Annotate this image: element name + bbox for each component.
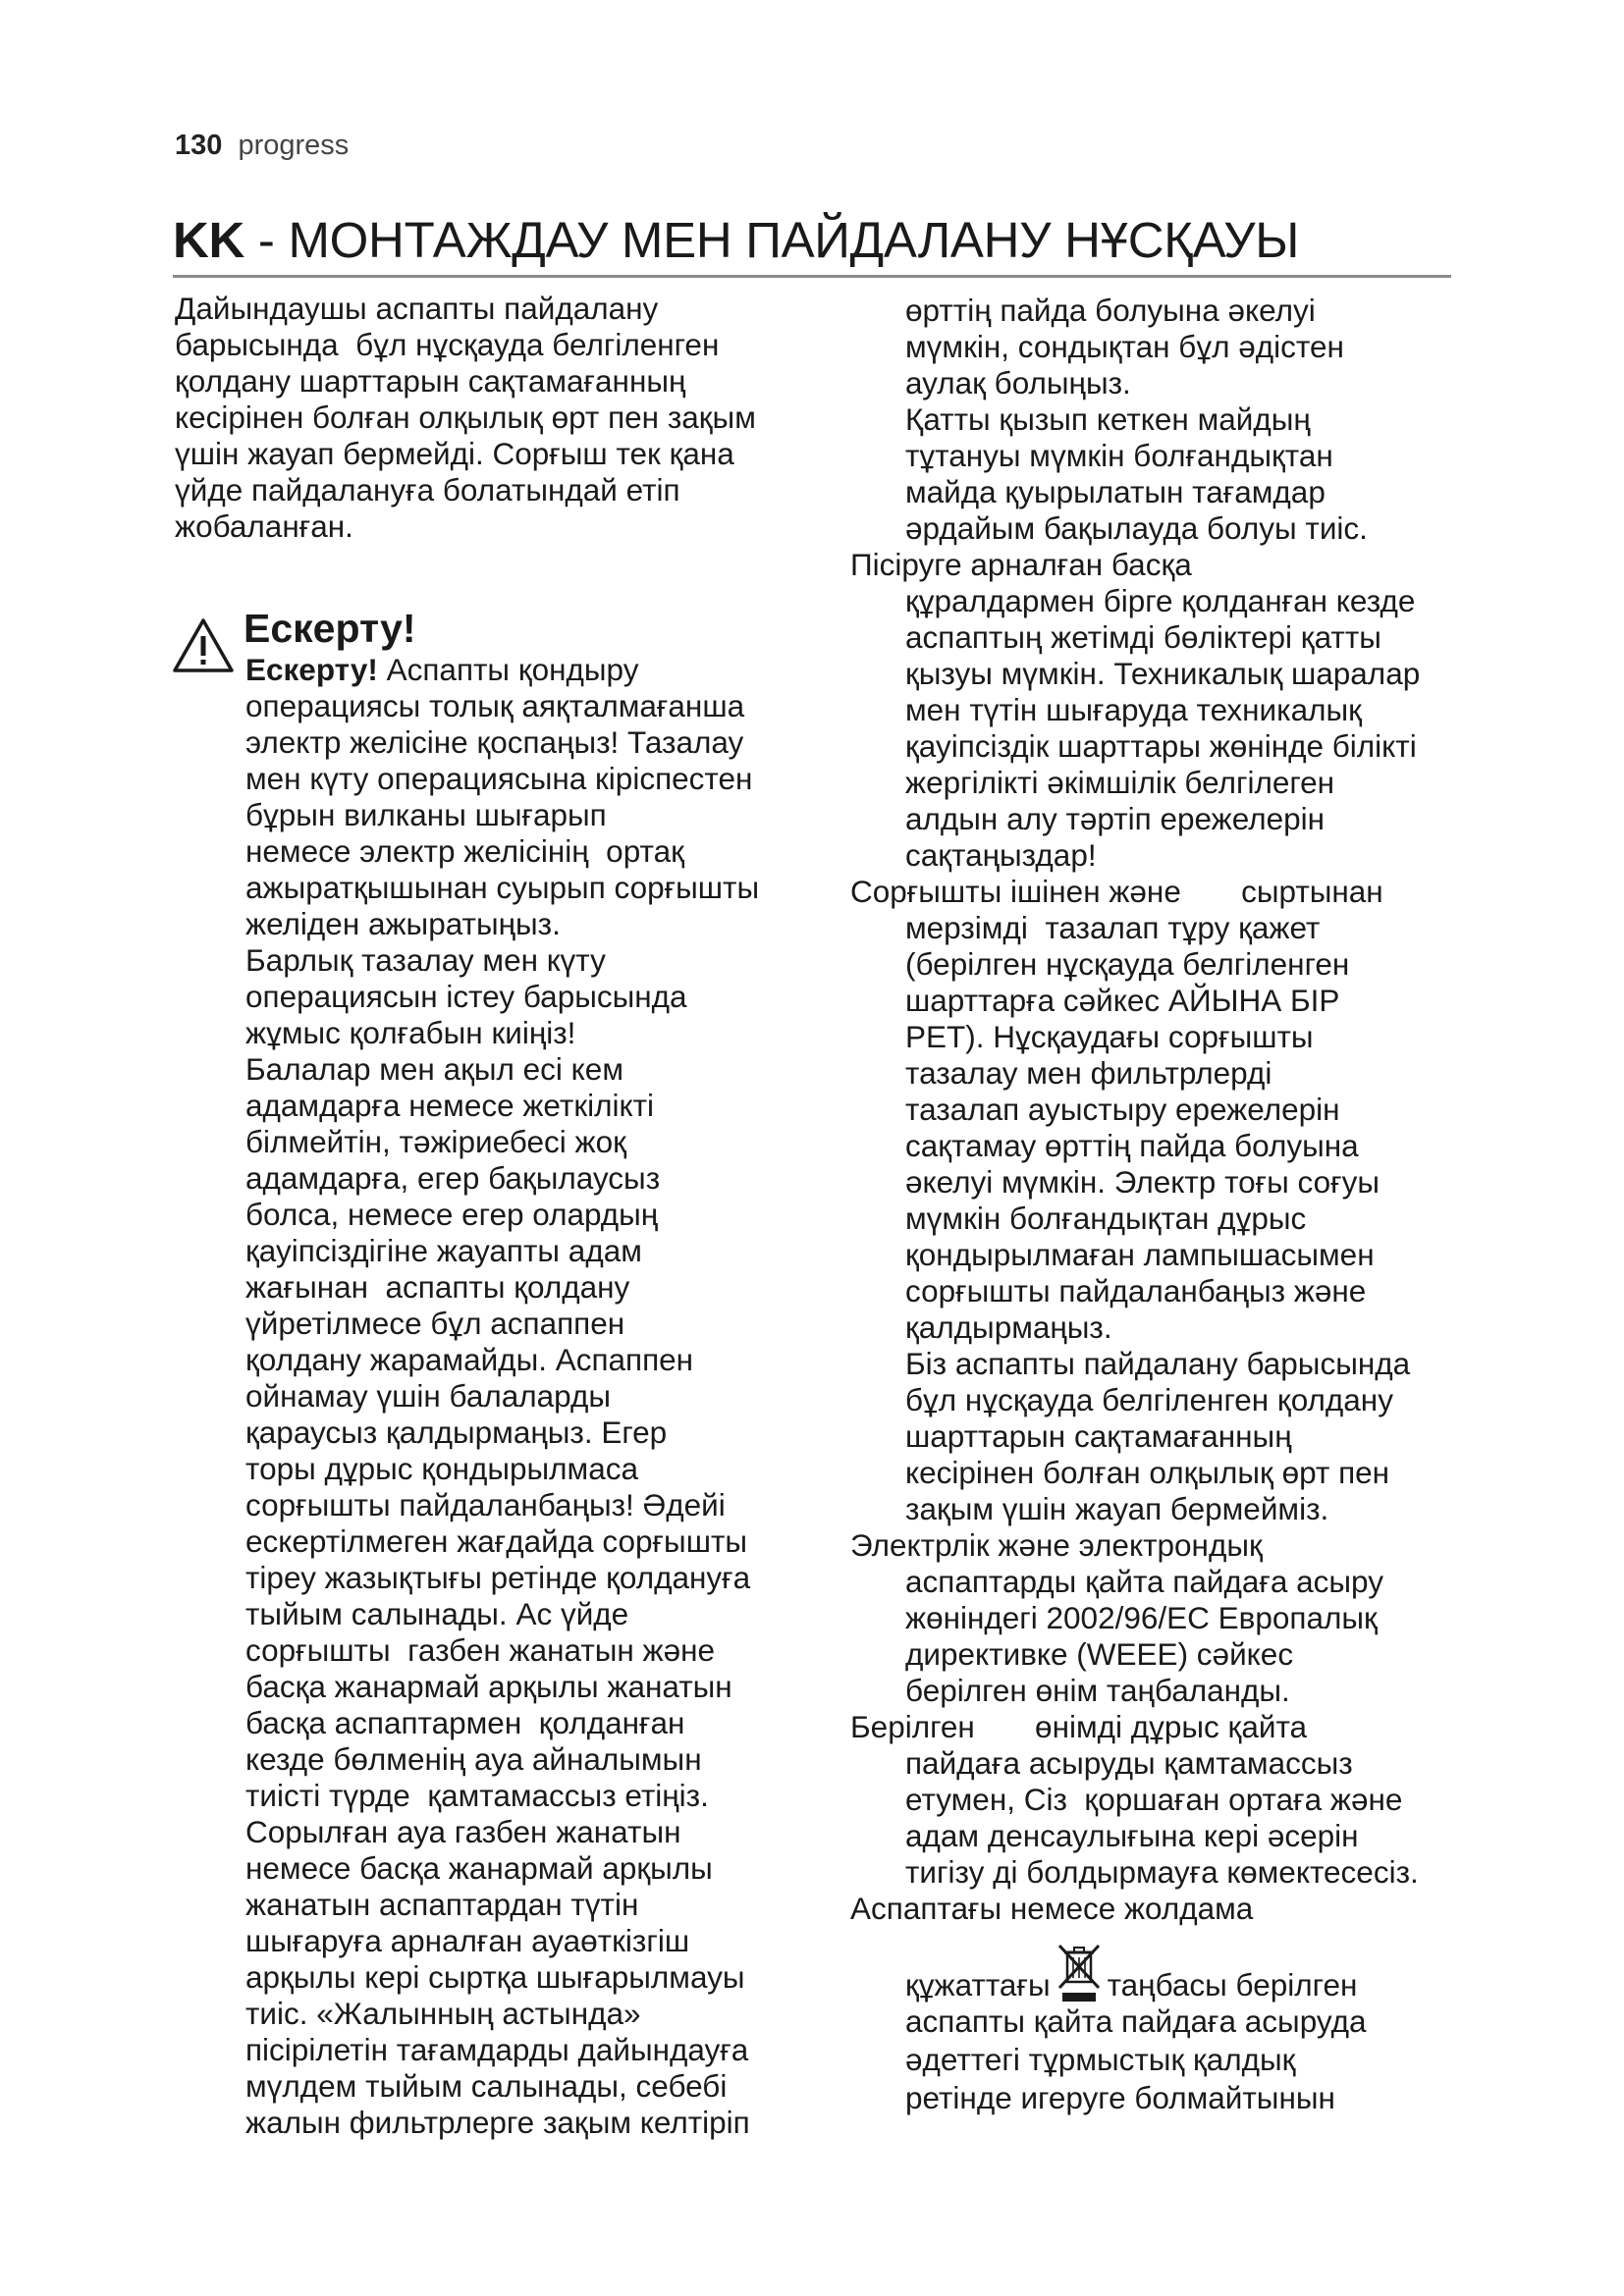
warning-line: басқа аспаптармен қолданған bbox=[245, 1705, 685, 1740]
brand-name: progress bbox=[238, 130, 350, 161]
right-column-line: кесірінен болған олқылық өрт пен bbox=[905, 1455, 1390, 1490]
warning-line: бұрын вилканы шығарып bbox=[245, 797, 607, 832]
title-text: - МОНТАЖДАУ МЕН ПАЙДАЛАНУ НҰСҚАУЫ bbox=[244, 212, 1300, 268]
right-column-line: шарттарын сақтамағанның bbox=[905, 1418, 1292, 1454]
warning-line: қауіпсіздігіне жауапты адам bbox=[245, 1233, 642, 1268]
warning-line: қараусыз қалдырмаңыз. Егер bbox=[245, 1415, 668, 1450]
right-column-line: әрдайым бақылауда болуы тиіс. bbox=[905, 510, 1368, 546]
weee-text-before: құжаттағы bbox=[905, 1967, 1051, 2002]
right-column-line: зақым үшін жауап бермейміз. bbox=[905, 1491, 1329, 1526]
right-column-line: РЕТ). Нұсқаудағы сорғышты bbox=[905, 1019, 1314, 1054]
warning-line: басқа жанармай арқылы жанатын bbox=[245, 1669, 732, 1704]
right-column-line: қондырылмаған лампышасымен bbox=[905, 1237, 1375, 1272]
right-column-line: сақтаңыздар! bbox=[905, 837, 1097, 873]
right-column-line: сорғышты пайдаланбаңыз және bbox=[905, 1273, 1367, 1308]
right-column-line: әкелуі мүмкін. Электр тоғы соғуы bbox=[905, 1164, 1380, 1200]
intro-line: Дайындаушы аспапты пайдалану bbox=[175, 291, 659, 326]
right-column-line: бұл нұсқауда белгіленген қолдану bbox=[905, 1382, 1393, 1417]
intro-line: барысында бұл нұсқауда белгіленген bbox=[175, 327, 720, 362]
warning-body bbox=[245, 652, 759, 2141]
right-column-line: майда қуырылатын тағамдар bbox=[905, 474, 1326, 509]
warning-line: операциясын істеу барысында bbox=[245, 979, 687, 1014]
title-block bbox=[173, 210, 1451, 278]
warning-line: арқылы кері сыртқа шығарылмауы bbox=[245, 1959, 745, 1995]
right-column-line: мүмкін, сондықтан бұл әдістен bbox=[905, 329, 1344, 364]
title-divider bbox=[173, 275, 1451, 278]
right-column-line: Қатты қызып кеткен майдың bbox=[905, 401, 1311, 437]
right-column-line: адам денсаулығына кері әсерін bbox=[905, 1818, 1359, 1853]
warning-line: кезде бөлменің ауа айналымын bbox=[245, 1741, 702, 1777]
intro-line: кесірінен болған олқылық өрт пен зақым bbox=[175, 400, 756, 435]
right-column bbox=[850, 293, 1420, 2116]
warning-triangle-icon bbox=[171, 616, 236, 675]
warning-line: торы дұрыс қондырылмаса bbox=[245, 1451, 638, 1486]
crossed-bin-icon bbox=[1056, 1943, 1102, 2003]
right-column-line: Сорғышты ішінен және сыртынан bbox=[850, 874, 1383, 909]
warning-line: тиіс. «Жалынның астында» bbox=[245, 1996, 641, 2031]
warning-title: Ескерту! bbox=[244, 606, 416, 651]
right-column-line: директивке (WEEE) сәйкес bbox=[905, 1636, 1294, 1672]
warning-line: операциясы толық аяқталмағанша bbox=[245, 688, 745, 723]
right-column-line: жөніндегі 2002/96/ЕС Европалық bbox=[905, 1600, 1378, 1635]
warning-line: желіден ажыратыңыз. bbox=[245, 906, 561, 941]
warning-bold-lead: Ескерту! bbox=[245, 652, 378, 687]
right-column-line: аспапты қайта пайдаға асыруда bbox=[905, 2003, 1367, 2039]
right-column-line: шарттарға сәйкес АЙЫНА БІР bbox=[905, 983, 1340, 1018]
warning-line: шығаруға арналған ауаөткізгіш bbox=[245, 1923, 690, 1958]
warning-line: ажыратқышынан суырып сорғышты bbox=[245, 870, 760, 905]
right-column-line: Аспаптағы немесе жолдама bbox=[850, 1891, 1254, 1926]
warning-line: адамдарға немесе жеткілікті bbox=[245, 1088, 655, 1123]
right-column-line: Біз аспапты пайдалану барысында bbox=[905, 1346, 1411, 1381]
right-column-line: қауіпсіздік шарттары жөнінде білікті bbox=[905, 728, 1417, 764]
right-column-line: мүмкін болғандықтан дұрыс bbox=[905, 1201, 1307, 1236]
warning-line: тиісті түрде қамтамассыз етіңіз. bbox=[245, 1778, 709, 1813]
warning-line: болса, немесе егер олардың bbox=[245, 1197, 659, 1232]
right-column-line: алдын алу тәртіп ережелерін bbox=[905, 801, 1326, 836]
warning-line: тыйым салынады. Ас үйде bbox=[245, 1596, 629, 1631]
right-column-line: мерзімді тазалап тұру қажет bbox=[905, 910, 1321, 945]
right-column-line: берілген өнім таңбаланды. bbox=[905, 1673, 1290, 1708]
warning-line: сорғышты пайдаланбаңыз! Әдейі bbox=[245, 1487, 726, 1522]
warning-line: ойнамау үшін балаларды bbox=[245, 1378, 611, 1414]
warning-line: мен күту операциясына кіріспестен bbox=[245, 761, 753, 796]
warning-line: пісірілетін тағамдарды дайындауға bbox=[245, 2032, 749, 2067]
right-column-line: аспаптың жетімді бөліктері қатты bbox=[905, 619, 1381, 655]
right-column-line: (берілген нұсқауда белгіленген bbox=[905, 946, 1350, 982]
right-column-line: етумен, Сіз қоршаған ортаға және bbox=[905, 1782, 1403, 1817]
warning-line: білмейтін, тәжіриебесі жоқ bbox=[245, 1124, 626, 1159]
warning-line: жағынан аспапты қолдану bbox=[245, 1269, 630, 1305]
right-column-line: Берілген өнімді дұрыс қайта bbox=[850, 1709, 1308, 1744]
warning-line: мүлдем тыйым салынады, себебі bbox=[245, 2068, 728, 2104]
page-title bbox=[173, 210, 1451, 271]
warning-line: Сорылған ауа газбен жанатын bbox=[245, 1814, 681, 1849]
right-column-line: мен түтін шығаруда техникалық bbox=[905, 692, 1362, 727]
page-header bbox=[175, 130, 349, 162]
right-column-line: тигізу ді болдырмауға көмектесесіз. bbox=[905, 1854, 1419, 1890]
right-column-line: Пісіруге арналған басқа bbox=[850, 547, 1192, 582]
right-column-line: қызуы мүмкін. Техникалық шаралар bbox=[905, 656, 1421, 691]
warning-line: жұмыс қолғабын киіңіз! bbox=[245, 1015, 576, 1050]
intro-line: үйде пайдалануға болатындай етіп bbox=[175, 472, 680, 507]
warning-line: Барлық тазалау мен күту bbox=[245, 942, 606, 978]
weee-symbol-line bbox=[850, 1943, 1420, 2003]
warning-line: немесе басқа жанармай арқылы bbox=[245, 1850, 713, 1886]
right-column-line: пайдаға асыруды қамтамассыз bbox=[905, 1745, 1353, 1781]
intro-line: үшін жауап бермейді. Сорғыш тек қана bbox=[175, 436, 734, 471]
warning-line: сорғышты газбен жанатын және bbox=[245, 1632, 716, 1668]
warning-line: ескертілмеген жағдайда сорғышты bbox=[245, 1523, 748, 1559]
right-column-line: аулақ болыңыз. bbox=[905, 365, 1131, 400]
right-column-line: сақтамау өрттің пайда болуына bbox=[905, 1128, 1359, 1163]
warning-line: қолдану жарамайды. Аспаппен bbox=[245, 1342, 694, 1377]
warning-line: тіреу жазықтығы ретінде қолдануға bbox=[245, 1560, 751, 1595]
right-column-line: жергілікті әкімшілік белгілеген bbox=[905, 765, 1335, 800]
warning-first-line bbox=[245, 652, 759, 688]
intro-line: жобаланған. bbox=[175, 508, 353, 544]
right-column-line: өрттің пайда болуына әкелуі bbox=[905, 293, 1316, 328]
warning-first-line-rest: Аспапты қондыру bbox=[377, 652, 639, 687]
intro-line: қолдану шарттарын сақтамағанның bbox=[175, 363, 686, 399]
right-column-line: Электрлік және электрондық bbox=[850, 1527, 1263, 1563]
right-column-line: құралдармен бірге қолданған кезде bbox=[905, 583, 1416, 618]
warning-line: электр желісіне қоспаңыз! Тазалау bbox=[245, 724, 744, 760]
right-column-line: қалдырмаңыз. bbox=[905, 1309, 1112, 1345]
warning-line: немесе электр желісінің ортақ bbox=[245, 833, 684, 869]
right-column-line: тазалап ауыстыру ережелерін bbox=[905, 1092, 1340, 1127]
right-column-line: ретінде игеруге болмайтынын bbox=[905, 2080, 1335, 2115]
right-column-line: тұтануы мүмкін болғандықтан bbox=[905, 438, 1333, 473]
right-column-line: тазалау мен фильтрлерді bbox=[905, 1055, 1272, 1091]
warning-line: жанатын аспаптардан түтін bbox=[245, 1887, 639, 1922]
page-number: 130 bbox=[175, 130, 223, 161]
warning-line: жалын фильтрлерге зақым келтіріп bbox=[245, 2105, 750, 2140]
warning-line: Балалар мен ақыл есі кем bbox=[245, 1051, 623, 1087]
right-column-line: әдеттегі тұрмыстық қалдық bbox=[905, 2042, 1296, 2077]
warning-line: үйретілмесе бұл аспаппен bbox=[245, 1306, 625, 1341]
right-column-line: аспаптарды қайта пайдаға асыру bbox=[905, 1564, 1383, 1599]
intro-paragraph bbox=[175, 291, 756, 545]
weee-text-after: таңбасы берілген bbox=[1107, 1967, 1358, 2002]
warning-line: адамдарға, егер бақылаусыз bbox=[245, 1160, 661, 1196]
language-code: KK bbox=[173, 212, 245, 268]
